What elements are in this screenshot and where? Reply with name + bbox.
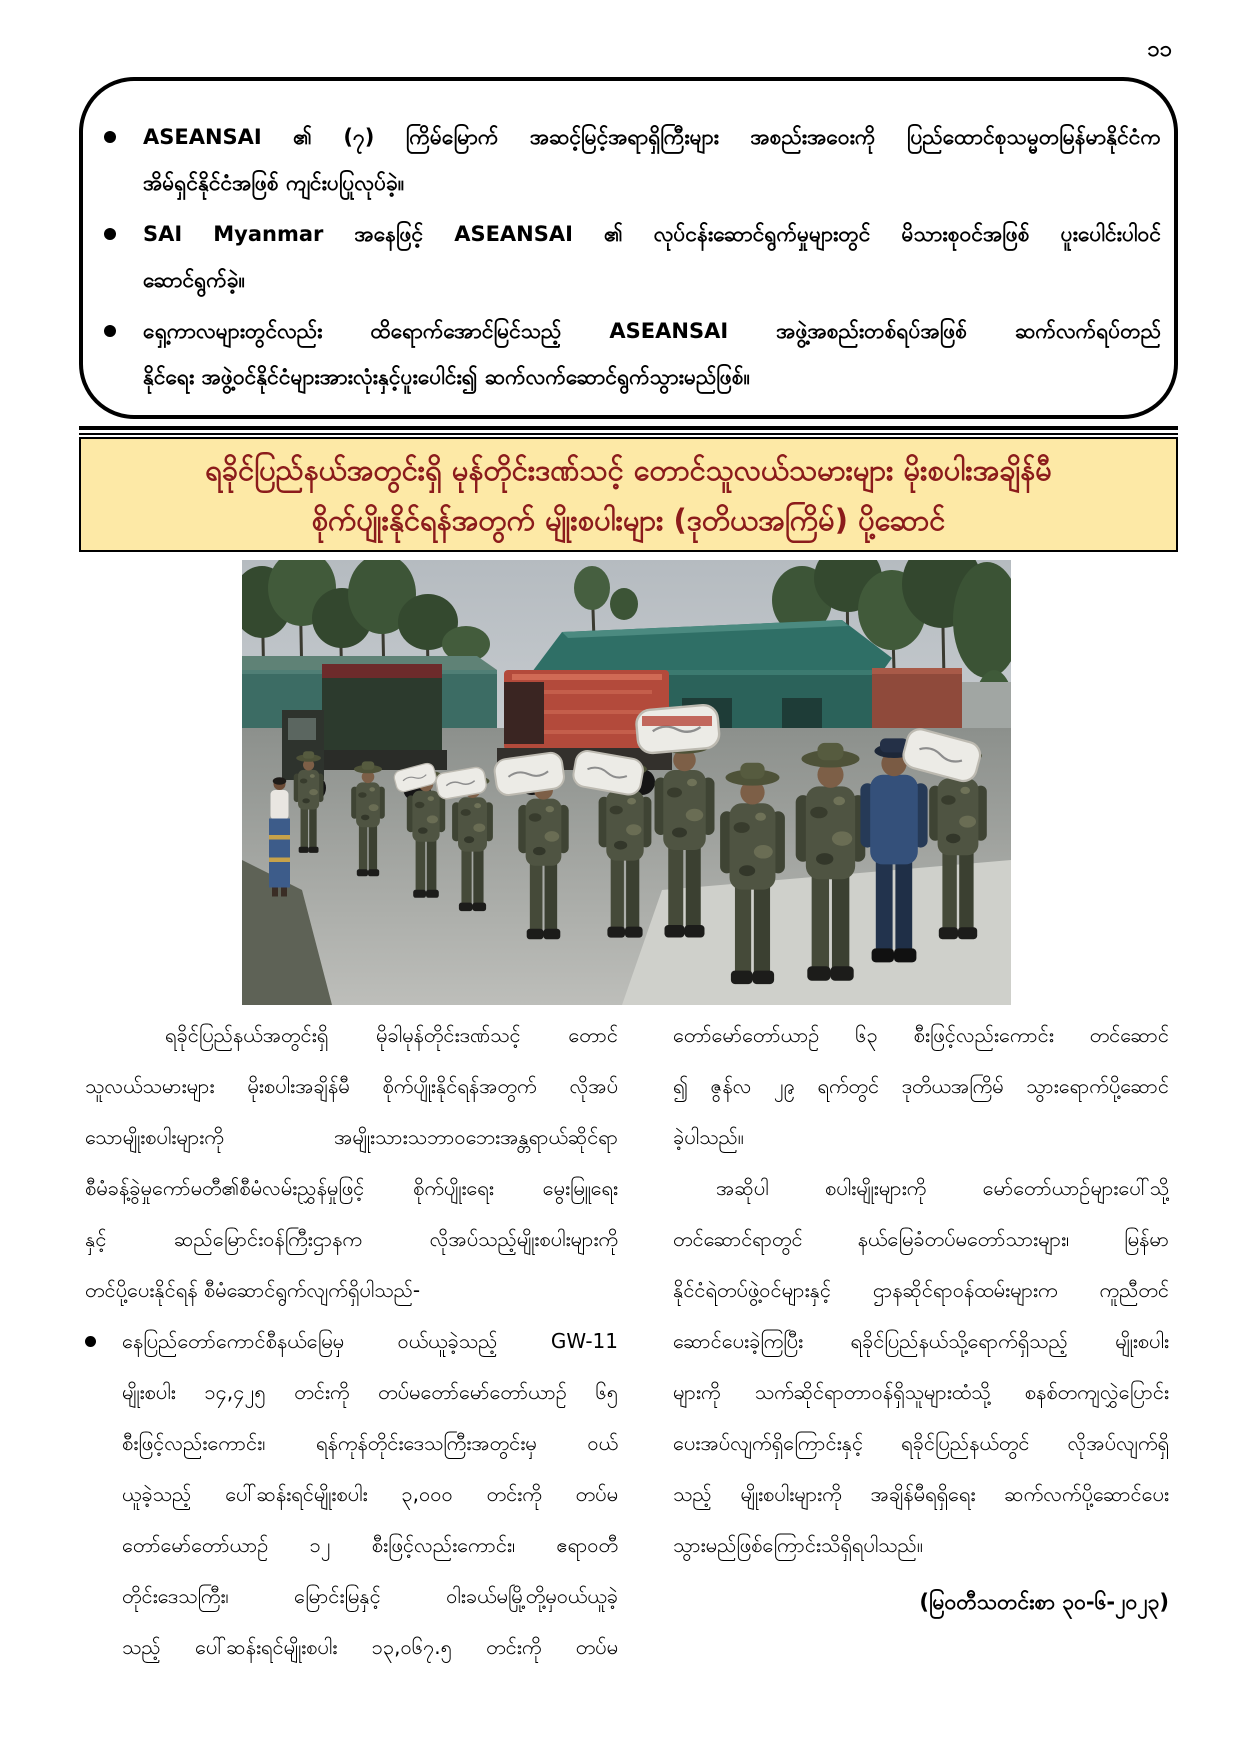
bullet-icon <box>104 131 116 143</box>
article-line: ၍ ဇွန်လ ၂၉ ရက်တွင် ဒုတိယအကြိမ် သွားရောက်ပို့ဆောင် <box>673 1074 1169 1098</box>
article-line: မျိုးစပါး ၁၄,၄၂၅ တင်းကို တပ်မတော်မော်တော်ယာဉ် ၆၅ <box>122 1380 618 1404</box>
article-line: အဆိုပါ စပါးမျိုးများကို မော်တော်ယာဉ်များပေါ်သို့ <box>716 1176 1169 1200</box>
news-photo <box>242 560 1011 1005</box>
article-line: စီမံခန့်ခွဲမှုကော်မတီ၏စီမံလမ်းညွှန်မှုဖြင့် စိုက်ပျိုးရေး မွေးမြူရေး <box>85 1176 618 1200</box>
article-line: များကို သက်ဆိုင်ရာတာဝန်ရှိသူများထံသို့ စနစ်တကျလွှဲပြောင်း <box>673 1380 1169 1404</box>
article-line: တော်မော်တော်ယာဉ် ၆၃ စီးဖြင့်လည်းကောင်း တင်ဆောင် <box>673 1023 1169 1047</box>
article-bullet-item <box>85 1316 618 1673</box>
headline-banner <box>79 437 1178 552</box>
article-line: သွားမည်ဖြစ်ကြောင်းသိရှိရပါသည်။ <box>673 1533 923 1557</box>
article-line: ခဲ့ပါသည်။ <box>673 1125 744 1149</box>
highlight-line: ဆောင်ရွက်ခဲ့။ <box>143 268 245 292</box>
article-line: တိုင်းဒေသကြီး၊ မြောင်းမြနှင့် ဝါးခယ်မမြို့တို့မှဝယ်ယူခဲ့ <box>122 1584 618 1608</box>
page-number: ၁၁ <box>1147 37 1172 62</box>
highlight-line: အိမ်ရှင်နိုင်ငံအဖြစ် ကျင်းပပြုလုပ်ခဲ့။ <box>143 171 405 195</box>
article-line: ပေးအပ်လျက်ရှိကြောင်းနှင့် ရခိုင်ပြည်နယ်တွင် လိုအပ်လျက်ရှိ <box>673 1431 1169 1455</box>
highlight-item <box>83 211 1161 303</box>
bullet-icon <box>104 325 116 337</box>
highlights-box <box>79 77 1178 419</box>
article-line: ဆောင်ပေးခဲ့ကြပြီး ရခိုင်ပြည်နယ်သို့ရောက်ရှိသည့် မျိုးစပါး <box>673 1329 1169 1353</box>
article-source-credit: (မြဝတီသတင်းစာ ၃၀-၆-၂၀၂၃) <box>919 1590 1169 1614</box>
article-line: ရခိုင်ပြည်နယ်အတွင်းရှိ မိုခါမုန်တိုင်းဒဏ်သင့် တောင် <box>165 1023 618 1047</box>
article-left-column <box>85 1010 618 1730</box>
article-line: သည့် ပေါ်ဆန်းရင်မျိုးစပါး ၁၃,၀၆၇.၅ တင်းကို တပ်မ <box>122 1635 618 1659</box>
article-line: စီးဖြင့်လည်းကောင်း၊ ရန်ကုန်တိုင်းဒေသကြီးအတွင်းမှ ဝယ် <box>122 1431 618 1455</box>
article-line: သူလယ်သမားများ မိုးစပါးအချိန်မီ စိုက်ပျိုးနိုင်ရန်အတွက် လိုအပ် <box>85 1074 618 1098</box>
article-paragraph <box>85 1010 618 1316</box>
highlight-item <box>83 114 1161 206</box>
article-line: နေပြည်တော်ကောင်စီနယ်မြေမှ ဝယ်ယူခဲ့သည့် GW-11 <box>122 1329 618 1353</box>
article-right-column <box>673 1010 1169 1650</box>
article-line: နိုင်ငံရဲတပ်ဖွဲ့ဝင်များနှင့် ဌာနဆိုင်ရာဝန်ထမ်းများက ကူညီတင် <box>673 1278 1169 1302</box>
news-photo-drawing <box>242 560 1011 1005</box>
divider-rule-thick <box>79 426 1178 430</box>
headline-line: ရခိုင်ပြည်နယ်အတွင်းရှိ မုန်တိုင်းဒဏ်သင့် တောင်သူလယ်သမားများ မိုးစပါးအချိန်မီ <box>205 453 1052 487</box>
highlight-line: ရှေ့ကာလများတွင်လည်း ထိရောက်အောင်မြင်သည့် ASEANSAI အဖွဲ့အစည်းတစ်ရပ်အဖြစ် ဆက်လက်ရပ်တည် <box>143 319 1161 343</box>
article-continuation <box>673 1010 1169 1163</box>
article-line: တော်မော်တော်ယာဉ် ၁၂ စီးဖြင့်လည်းကောင်း၊ ဧရာဝတီ <box>122 1533 618 1557</box>
bullet-icon <box>104 228 116 240</box>
photo-woman <box>269 777 290 896</box>
divider-rule-thin <box>79 433 1178 435</box>
article-line: သောမျိုးစပါးများကို အမျိုးသားသဘာဝဘေးအန္တရာယ်ဆိုင်ရာ <box>85 1125 618 1149</box>
highlight-item <box>83 308 1161 400</box>
highlight-line: ASEANSAI ၏ (၇) ကြိမ်မြောက် အဆင့်မြင့်အရာရှိကြီးများ အစည်းအဝေးကို ပြည်ထောင်စုသမ္မတမြန်မာနိုင်ငံက <box>143 125 1161 149</box>
article-line: တင်ဆောင်ရာတွင် နယ်မြေခံတပ်မတော်သားများ၊ မြန်မာ <box>673 1227 1169 1251</box>
highlight-line: SAI Myanmar အနေဖြင့် ASEANSAI ၏ လုပ်ငန်းဆောင်ရွက်မှုများတွင် မိသားစုဝင်အဖြစ် ပူးပေါင်းပါဝင် <box>143 222 1161 246</box>
article-line: ယူခဲ့သည့် ပေါ်ဆန်းရင်မျိုးစပါး ၃,၀၀၀ တင်းကို တပ်မ <box>122 1482 618 1506</box>
headline-line: စိုက်ပျိုးနိုင်ရန်အတွက် မျိုးစပါးများ (ဒုတိယအကြိမ်) ပို့ဆောင် <box>311 503 946 537</box>
article-paragraph <box>673 1163 1169 1571</box>
photo-sack-print <box>642 716 712 726</box>
bullet-icon <box>85 1336 96 1347</box>
article-line: တင်ပို့ပေးနိုင်ရန် စီမံဆောင်ရွက်လျက်ရှိပါသည်- <box>85 1278 421 1302</box>
photo-rice-sack <box>635 704 720 754</box>
article-line: နှင့် ဆည်မြောင်းဝန်ကြီးဌာနက လိုအပ်သည့်မျိုးစပါးများကို <box>85 1227 618 1251</box>
article-line: သည့် မျိုးစပါးများကို အချိန်မီရရှိရေး ဆက်လက်ပို့ဆောင်ပေး <box>673 1482 1169 1506</box>
highlight-line: နိုင်ရေး အဖွဲ့ဝင်နိုင်ငံများအားလုံးနှင့်ပူးပေါင်း၍ ဆက်လက်ဆောင်ရွက်သွားမည်ဖြစ်။ <box>143 365 750 389</box>
